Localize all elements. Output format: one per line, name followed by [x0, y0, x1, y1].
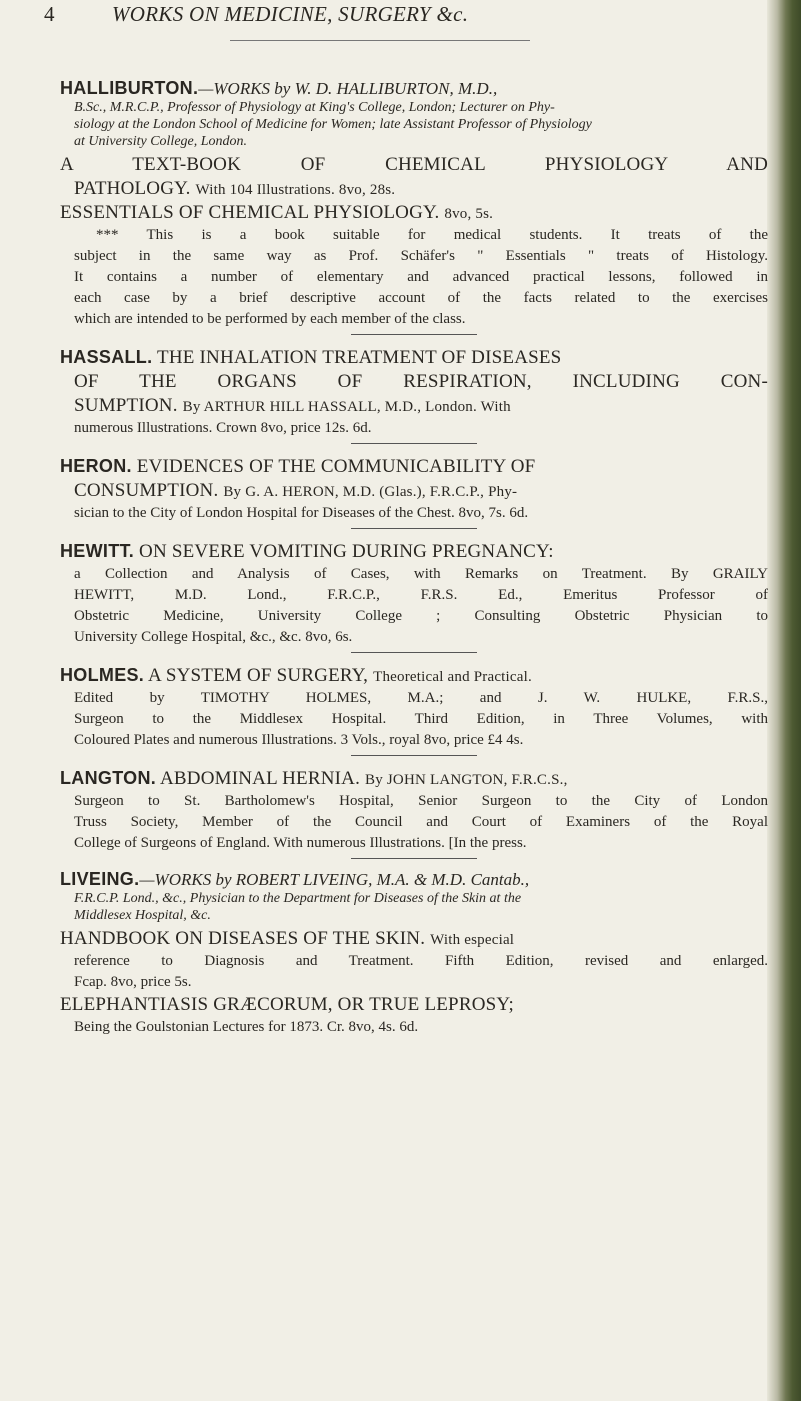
author-name: HERON. [60, 456, 132, 476]
book-title: ESSENTIALS OF CHEMICAL PHYSIOLOGY. [60, 202, 440, 223]
book-detail: Obstetric Medicine, University College ; Consulting Obstetric Physician to [74, 608, 768, 624]
entry-hassall [60, 345, 768, 439]
book-title: HANDBOOK ON DISEASES OF THE SKIN. [60, 928, 426, 949]
book-detail: a Collection and Analysis of Cases, with Remarks on Treatment. By GRAILY [74, 566, 768, 582]
book-detail: By ARTHUR HILL HASSALL, M.D., London. With [182, 399, 511, 415]
book-detail: 8vo, 5s. [444, 206, 494, 222]
entry-separator [351, 334, 477, 335]
book-detail: Coloured Plates and numerous Illustrations. 3 Vols., royal 8vo, price £4 4s. [74, 732, 524, 748]
running-head: WORKS ON MEDICINE, SURGERY &c. [112, 2, 469, 26]
book-detail: With 104 Illustrations. 8vo, 28s. [195, 182, 396, 198]
book-detail: numerous Illustrations. Crown 8vo, price 12s. 6d. [74, 420, 372, 436]
book-detail: Surgeon to St. Bartholomew's Hospital, Senior Surgeon to the City of London [74, 793, 768, 809]
credentials-line: F.R.C.P. Lond., &c., Physician to the Department for Diseases of the Skin at the [74, 891, 522, 906]
credentials-line: Middlesex Hospital, &c. [74, 908, 211, 923]
book-title: ABDOMINAL HERNIA. [159, 768, 361, 789]
entry-heron [60, 454, 768, 524]
entry-heading: —WORKS by ROBERT LIVEING, M.A. & M.D. Cantab., [139, 870, 530, 889]
credentials-line: at University College, London. [74, 134, 248, 149]
book-detail: sician to the City of London Hospital for Diseases of the Chest. 8vo, 7s. 6d. [74, 505, 529, 521]
credentials-line: siology at the London School of Medicine for Women; late Assistant Professor of Physiology [74, 117, 592, 132]
book-title: THE INHALATION TREATMENT OF DISEASES [157, 347, 562, 368]
book-detail: Fcap. 8vo, price 5s. [74, 974, 192, 990]
entry-halliburton [60, 78, 768, 330]
catalogue-content [60, 56, 768, 1038]
entry-holmes [60, 663, 768, 751]
book-title: A TEXT-BOOK OF CHEMICAL PHYSIOLOGY AND [60, 154, 768, 175]
author-name: HEWITT. [60, 541, 135, 561]
author-name: HASSALL. [60, 347, 153, 367]
book-detail: HEWITT, M.D. Lond., F.R.C.P., F.R.S. Ed., Emeritus Professor of [74, 587, 768, 603]
author-name: LANGTON. [60, 768, 157, 788]
entry-heading: —WORKS by W. D. HALLIBURTON, M.D., [198, 79, 498, 98]
header-rule [230, 40, 530, 41]
page-number: 4 [44, 2, 55, 26]
book-detail: reference to Diagnosis and Treatment. Fifth Edition, revised and enlarged. [74, 953, 768, 969]
book-description: It contains a number of elementary and advanced practical lessons, followed in [74, 269, 768, 285]
book-detail: By G. A. HERON, M.D. (Glas.), F.R.C.P., Phy- [223, 484, 518, 500]
entry-separator [351, 652, 477, 653]
book-description: which are intended to be performed by each member of the class. [74, 311, 466, 327]
book-detail: By JOHN LANGTON, F.R.C.S., [365, 772, 568, 788]
book-detail: Surgeon to the Middlesex Hospital. Third Edition, in Three Volumes, with [74, 711, 768, 727]
book-title: OF THE ORGANS OF RESPIRATION, INCLUDING CON- [74, 371, 768, 392]
entry-separator [351, 858, 477, 859]
book-detail: Edited by TIMOTHY HOLMES, M.A.; and J. W. HULKE, F.R.S., [74, 690, 768, 706]
entry-liveing [60, 869, 768, 1038]
book-title: ELEPHANTIASIS GRÆCORUM, OR TRUE LEPROSY; [60, 994, 515, 1015]
author-name: HOLMES. [60, 665, 145, 685]
author-name: HALLIBURTON. [60, 78, 199, 98]
entry-separator [351, 528, 477, 529]
book-detail: Being the Goulstonian Lectures for 1873. Cr. 8vo, 4s. 6d. [74, 1019, 419, 1035]
entry-hewitt [60, 539, 768, 648]
book-title: SUMPTION. [74, 395, 178, 416]
book-description: *** This is a book suitable for medical students. It treats of the [96, 227, 768, 243]
book-detail: University College Hospital, &c., &c. 8vo, 6s. [74, 629, 353, 645]
entry-separator [351, 755, 477, 756]
book-title: A SYSTEM OF SURGERY, [148, 665, 369, 686]
book-description: each case by a brief descriptive account of the facts related to the exercises [74, 290, 768, 306]
book-description: subject in the same way as Prof. Schäfer's " Essentials " treats of Histology. [74, 248, 768, 264]
book-detail: Theoretical and Practical. [373, 669, 532, 685]
author-name: LIVEING. [60, 869, 140, 889]
book-title: CONSUMPTION. [74, 480, 219, 501]
entry-separator [351, 443, 477, 444]
book-title: EVIDENCES OF THE COMMUNICABILITY OF [136, 456, 536, 477]
entry-langton [60, 766, 768, 854]
book-detail: Truss Society, Member of the Council and Court of Examiners of the Royal [74, 814, 768, 830]
book-title: PATHOLOGY. [74, 178, 191, 199]
book-binding-edge [767, 0, 801, 1401]
book-detail: College of Surgeons of England. With numerous Illustrations. [In the press. [74, 835, 527, 851]
book-title: ON SEVERE VOMITING DURING PREGNANCY: [139, 541, 554, 562]
book-detail: With especial [430, 932, 515, 948]
credentials-line: B.Sc., M.R.C.P., Professor of Physiology at King's College, London; Lecturer on Phy- [74, 100, 555, 115]
